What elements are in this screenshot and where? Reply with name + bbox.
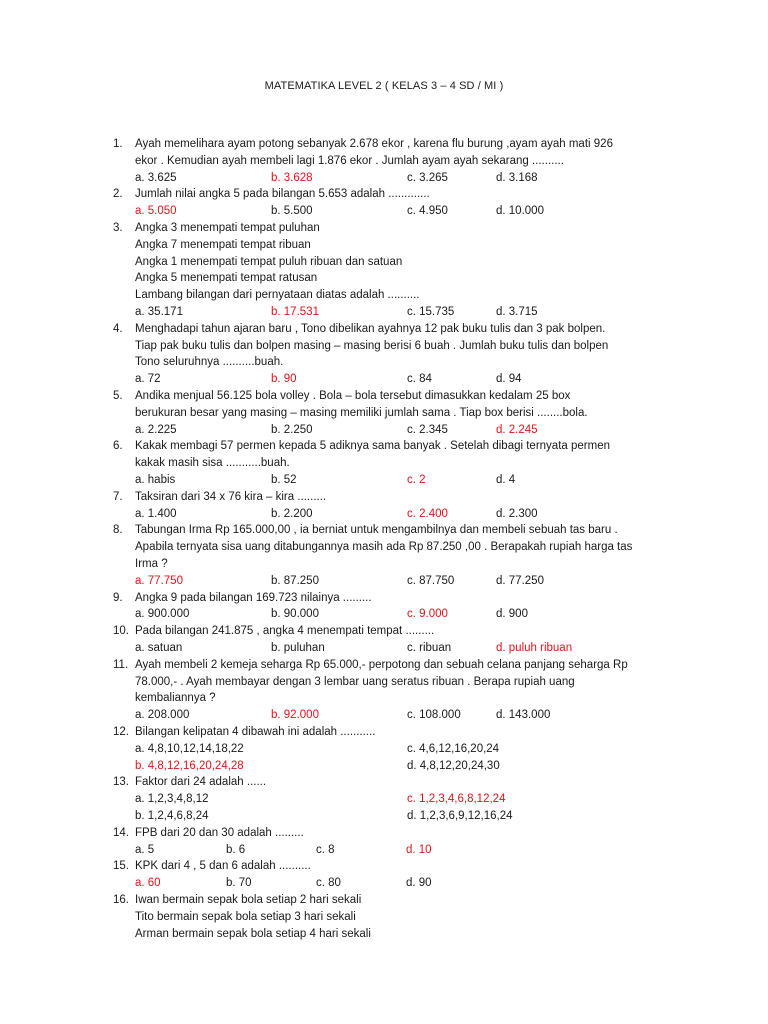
question-number: 16. [113,894,129,906]
question-number: 2. [113,188,123,201]
question-text: Angka 5 menempati tempat ratusan [135,272,318,285]
answer-option: d. 4,8,12,20,24,30 [407,759,500,772]
question-number: 11. [113,658,129,671]
question-text: Andika menjual 56.125 bola volley . Bola – bola tersebut dimasukkan kedalam 25 box [135,390,571,402]
answer-option: c. 108.000 [407,709,461,722]
answer-option: a. 1,2,3,4,8,12 [135,793,209,806]
answer-option: d. 10.000 [496,205,544,218]
answer-option-correct: a. 60 [135,877,161,890]
question-text: berukuran besar yang masing – masing memiliki jumlah sama . Tiap box berisi ........bola. [135,406,588,419]
question-number: 9. [113,591,123,604]
question-number: 6. [113,440,123,453]
question-text: Kakak membagi 57 permen kepada 5 adiknya sama banyak . Setelah dibagi ternyata permen [135,440,610,453]
question-text: FPB dari 20 dan 30 adalah ......... [135,826,304,839]
question-text: Apabila ternyata sisa uang ditabungannya masih ada Rp 87.250 ,00 . Berapakah rupiah harga tas [135,541,633,554]
question-number: 8. [113,524,123,537]
answer-option-correct: b. 4,8,12,16,20,24,28 [135,759,244,772]
answer-option: b. 1,2,4,6,8,24 [135,809,209,822]
question-text: Ayah membeli 2 kemeja seharga Rp 65.000,- perpotong dan sebuah celana panjang seharga Rp [135,658,628,671]
answer-option: d. 900 [496,608,528,621]
answer-option: a. 3.625 [135,171,177,184]
question-number: 12. [113,726,129,738]
answer-option: a. 35.171 [135,306,183,318]
answer-option: d. 94 [496,373,522,386]
answer-option: c. 4,6,12,16,20,24 [407,742,500,755]
question-text: Ayah memelihara ayam potong sebanyak 2.678 ekor , karena flu burung ,ayam ayah mati 926 [135,138,613,150]
answer-option: d. 4 [496,473,516,486]
answer-option-correct: c. 2 [407,473,426,486]
question-text: kembaliannya ? [135,692,216,705]
question-text: 78.000,- . Ayah membayar dengan 3 lembar uang seratus ribuan . Berapa rupiah uang [135,675,575,688]
answer-option: a. 1.400 [135,507,177,520]
question-number: 4. [113,322,123,335]
answer-option-correct: d. puluh ribuan [496,641,573,654]
question-text: Tabungan Irma Rp 165.000,00 , ia berniat untuk mengambilnya dan membeli sebuah tas baru . [135,524,618,537]
answer-option-correct: c. 2.400 [407,507,448,520]
answer-option-correct: b. 3.628 [271,171,313,184]
question-text: Lambang bilangan dari pernyataan diatas adalah .......... [135,289,420,302]
answer-option: a. 900.000 [135,608,190,621]
answer-option-correct: c. 9.000 [407,608,448,621]
answer-option: c. ribuan [407,641,452,654]
answer-option-correct: a. 77.750 [135,574,183,587]
answer-option-correct: a. 5.050 [135,205,177,218]
answer-option: a. 4,8,10,12,14,18,22 [135,742,244,755]
question-text: Bilangan kelipatan 4 dibawah ini adalah ........... [135,726,376,738]
answer-option: b. 90.000 [271,608,319,621]
answer-option-correct: b. 92.000 [271,709,319,722]
question-number: 15. [113,860,129,873]
question-number: 1. [113,138,123,150]
answer-option: c. 87.750 [407,574,455,587]
question-number: 14. [113,826,129,839]
answer-option-correct: c. 1,2,3,4,6,8,12,24 [407,793,506,806]
question-text: KPK dari 4 , 5 dan 6 adalah .......... [135,860,311,873]
answer-option: c. 8 [316,843,335,856]
answer-option: d. 143.000 [496,709,551,722]
question-text: Angka 3 menempati tempat puluhan [135,222,320,234]
answer-option: b. puluhan [271,641,325,654]
answer-option: b. 87.250 [271,574,319,587]
question-text: Angka 1 menempati tempat puluh ribuan dan satuan [135,255,403,268]
answer-option-correct: b. 17.531 [271,306,319,318]
question-text: Jumlah nilai angka 5 pada bilangan 5.653 adalah ............. [135,188,430,201]
answer-option: b. 2.200 [271,507,313,520]
answer-option: a. habis [135,473,176,486]
question-number: 5. [113,390,123,402]
question-text: Tiap pak buku tulis dan bolpen masing – masing berisi 6 buah . Jumlah buku tulis dan bolpen [135,339,609,352]
question-number: 7. [113,490,123,503]
answer-option: a. 208.000 [135,709,190,722]
answer-option: d. 1,2,3,6,9,12,16,24 [407,809,513,822]
answer-option: d. 3.168 [496,171,538,184]
answer-option: a. satuan [135,641,183,654]
answer-option: c. 4.950 [407,205,448,218]
answer-option: b. 6 [226,843,246,856]
question-text: Taksiran dari 34 x 76 kira – kira ......... [135,490,327,503]
answer-option: d. 90 [406,877,432,890]
answer-option-correct: d. 2.245 [496,423,538,436]
question-text: ekor . Kemudian ayah membeli lagi 1.876 ekor . Jumlah ayam ayah sekarang .......... [135,154,564,167]
answer-option-correct: b. 90 [271,373,297,386]
question-text: Tono seluruhnya ..........buah. [135,356,284,369]
question-number: 13. [113,776,129,789]
answer-option: a. 2.225 [135,423,177,436]
question-text: Pada bilangan 241.875 , angka 4 menempati tempat ......... [135,625,435,638]
question-number: 10. [113,625,129,638]
question-text: Irma ? [135,557,168,570]
question-text: Menghadapi tahun ajaran baru , Tono dibelikan ayahnya 12 pak buku tulis dan 3 pak bolpen. [135,322,606,335]
answer-option: d. 77.250 [496,574,544,587]
answer-option: d. 3.715 [496,306,538,318]
answer-option-correct: d. 10 [406,843,432,856]
question-text: Iwan bermain sepak bola setiap 2 hari sekali [135,894,362,906]
answer-option: b. 5.500 [271,205,313,218]
page-title: MATEMATIKA LEVEL 2 ( KELAS 3 – 4 SD / MI ) [264,80,504,92]
question-text: Angka 9 pada bilangan 169.723 nilainya ......... [135,591,372,604]
answer-option: c. 3.265 [407,171,448,184]
answer-option: c. 84 [407,373,432,386]
answer-option: c. 2.345 [407,423,448,436]
answer-option: b. 70 [226,877,252,890]
answer-option: c. 15.735 [407,306,455,318]
question-text: Faktor dari 24 adalah ...... [135,776,267,789]
question-number: 3. [113,222,123,234]
question-text: Tito bermain sepak bola setiap 3 hari sekali [135,910,356,923]
question-text: kakak masih sisa ...........buah. [135,457,290,470]
answer-option: b. 2.250 [271,423,313,436]
answer-option: a. 72 [135,373,161,386]
answer-option: a. 5 [135,843,155,856]
answer-option: b. 52 [271,473,297,486]
question-text: Arman bermain sepak bola setiap 4 hari sekali [135,927,371,940]
answer-option: c. 80 [316,877,341,890]
answer-option: d. 2.300 [496,507,538,520]
question-text: Angka 7 menempati tempat ribuan [135,238,311,251]
